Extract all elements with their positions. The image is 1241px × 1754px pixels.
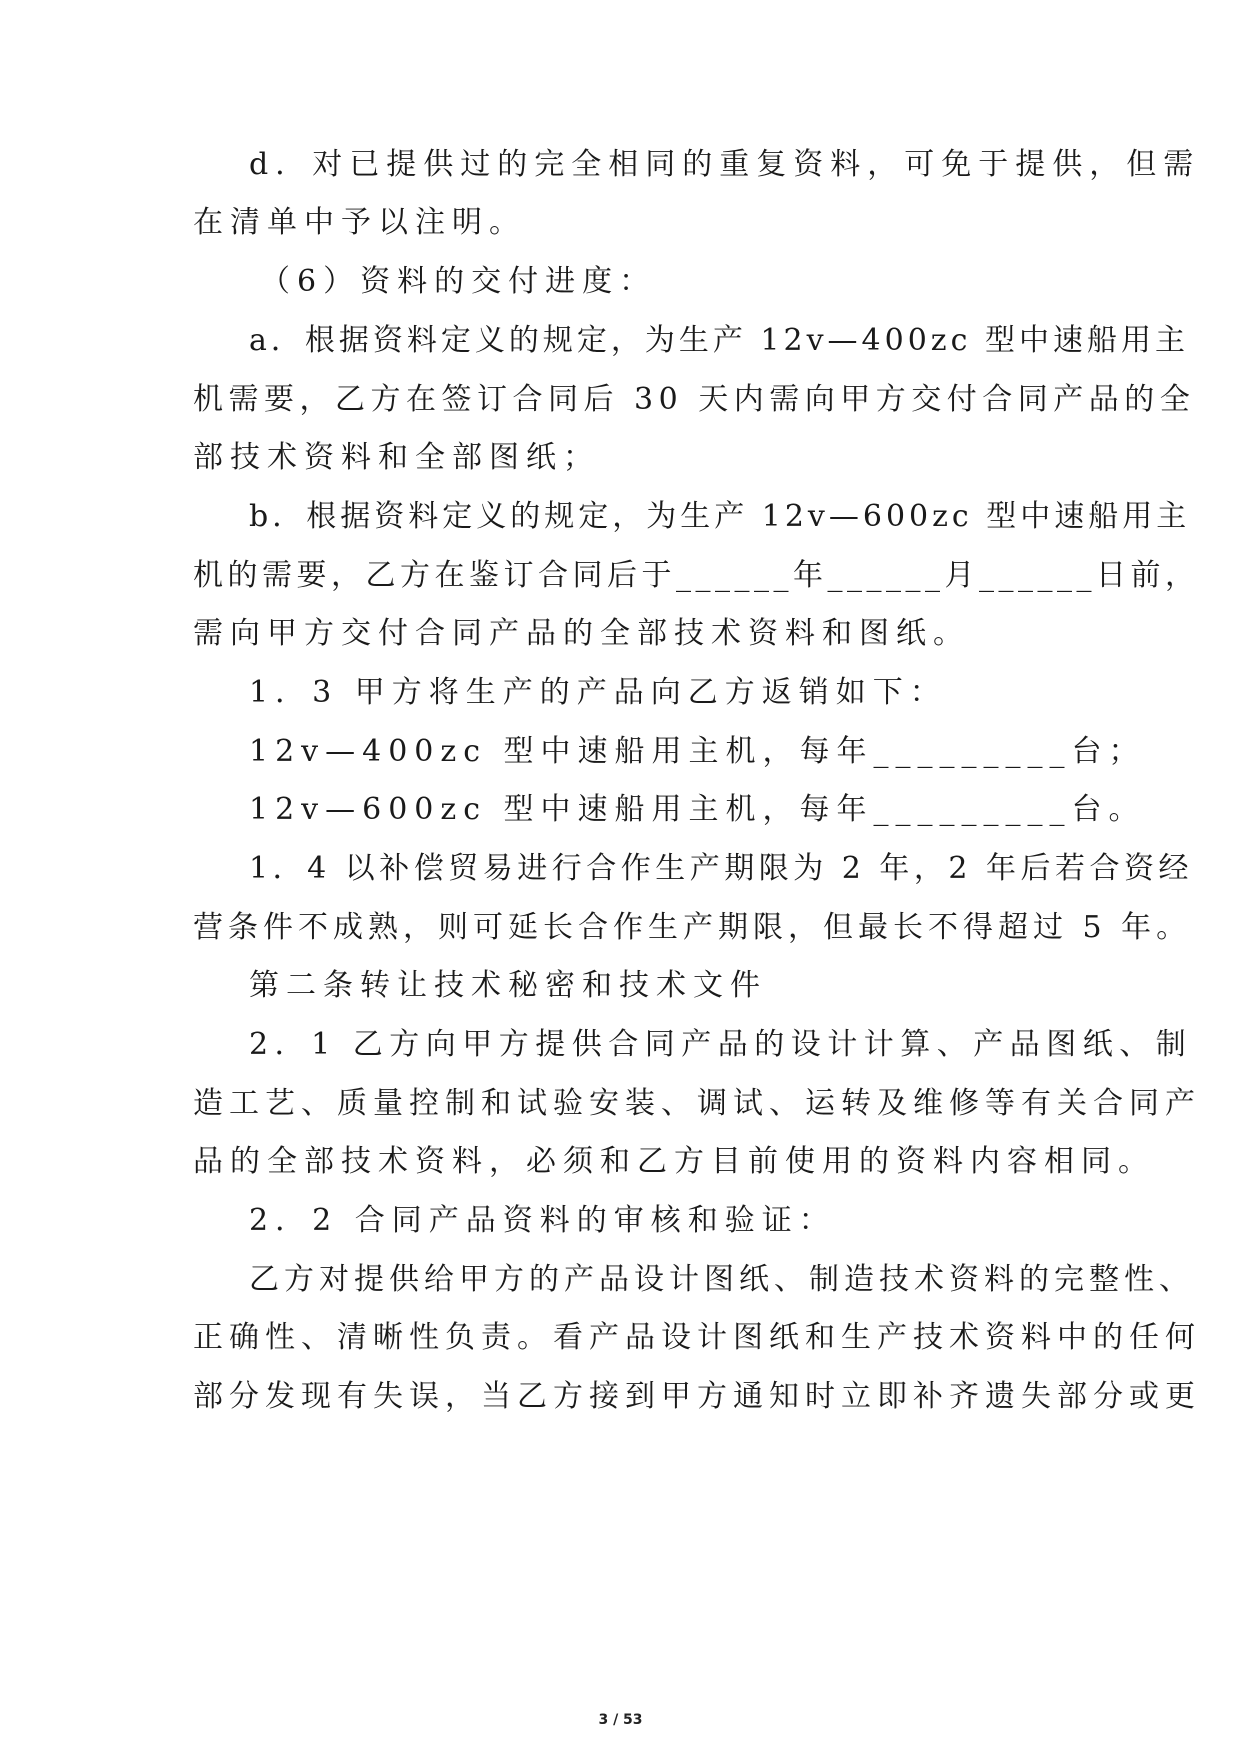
clause-heading: 2．2 合同产品资料的审核和验证： [249, 1203, 836, 1238]
paragraph-line: 12v—400zc 型中速船用主机，每年_________台； [249, 734, 1146, 769]
paragraph-line: d．对已提供过的完全相同的重复资料，可免于提供，但需 [249, 147, 1201, 182]
paragraph-line: 正确性、清晰性负责。看产品设计图纸和生产技术资料中的任何 [193, 1320, 1201, 1355]
page-number: 3 / 53 [598, 1712, 643, 1728]
clause-heading: 1．3 甲方将生产的产品向乙方返销如下： [249, 675, 947, 710]
paragraph-line: a．根据资料定义的规定，为生产 12v—400zc 型中速船用主 [249, 323, 1189, 358]
paragraph-line: 部技术资料和全部图纸； [193, 440, 600, 475]
paragraph-line: 2．1 乙方向甲方提供合同产品的设计计算、产品图纸、制 [249, 1027, 1193, 1062]
section-heading: （6）资料的交付进度： [260, 264, 657, 299]
paragraph-line: 品的全部技术资料，必须和乙方目前使用的资料内容相同。 [193, 1144, 1155, 1179]
paragraph-line: 造工艺、质量控制和试验安装、调试、运转及维修等有关合同产 [193, 1086, 1201, 1121]
paragraph-line: 机需要，乙方在签订合同后 30 天内需向甲方交付合同产品的全 [193, 382, 1196, 417]
paragraph-line: 12v—600zc 型中速船用主机，每年_________台。 [249, 792, 1146, 827]
paragraph-line: 部分发现有失误，当乙方接到甲方通知时立即补齐遗失部分或更 [193, 1379, 1201, 1414]
paragraph-line: 营条件不成熟，则可延长合作生产期限，但最长不得超过 5 年。 [193, 910, 1192, 945]
paragraph-line: 1．4 以补偿贸易进行合作生产期限为 2 年，2 年后若合资经 [249, 851, 1193, 886]
paragraph-line: 机的需要，乙方在鉴订合同后于______年______月______日前， [193, 558, 1200, 593]
paragraph-line: 在清单中予以注明。 [193, 205, 526, 240]
paragraph-line: b．根据资料定义的规定，为生产 12v—600zc 型中速船用主 [249, 499, 1191, 534]
paragraph-line: 乙方对提供给甲方的产品设计图纸、制造技术资料的完整性、 [249, 1262, 1194, 1297]
article-heading: 第二条转让技术秘密和技术文件 [249, 968, 767, 1003]
paragraph-line: 需向甲方交付合同产品的全部技术资料和图纸。 [193, 616, 970, 651]
